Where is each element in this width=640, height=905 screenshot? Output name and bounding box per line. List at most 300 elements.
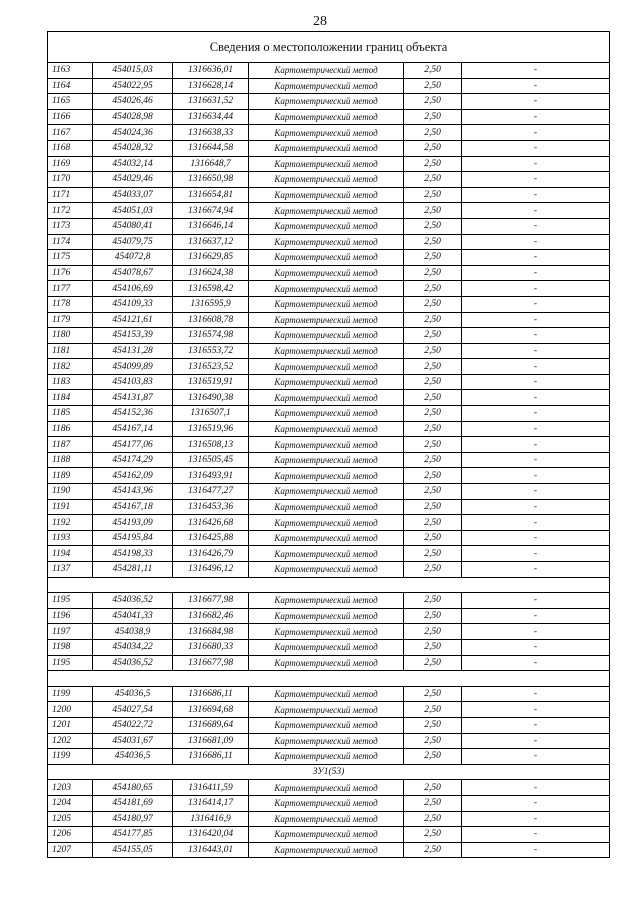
x-coordinate-cell: 454026,46 (93, 94, 173, 110)
method-cell: Картометрический метод (249, 562, 404, 578)
point-number-cell: 1199 (48, 749, 93, 765)
method-cell: Картометрический метод (249, 733, 404, 749)
x-coordinate-cell: 454143,96 (93, 484, 173, 500)
description-cell: - (462, 717, 610, 733)
point-number-cell: 1186 (48, 421, 93, 437)
y-coordinate-cell: 1316636,01 (173, 63, 249, 79)
y-coordinate-cell: 1316694,68 (173, 702, 249, 718)
method-cell: Картометрический метод (249, 593, 404, 609)
description-cell: - (462, 733, 610, 749)
precision-cell: 2,50 (404, 515, 462, 531)
description-cell: - (462, 390, 610, 406)
y-coordinate-cell: 1316453,36 (173, 499, 249, 515)
method-cell: Картометрический метод (249, 359, 404, 375)
description-cell: - (462, 125, 610, 141)
y-coordinate-cell: 1316416,9 (173, 811, 249, 827)
x-coordinate-cell: 454051,03 (93, 203, 173, 219)
x-coordinate-cell: 454036,5 (93, 686, 173, 702)
description-cell: - (462, 624, 610, 640)
table-row (48, 484, 610, 500)
point-number-cell: 1175 (48, 250, 93, 266)
x-coordinate-cell: 454027,54 (93, 702, 173, 718)
method-cell: Картометрический метод (249, 530, 404, 546)
point-number-cell: 1195 (48, 655, 93, 671)
x-coordinate-cell: 454028,98 (93, 109, 173, 125)
precision-cell: 2,50 (404, 125, 462, 141)
y-coordinate-cell: 1316426,79 (173, 546, 249, 562)
point-number-cell: 1169 (48, 156, 93, 172)
table-row (48, 468, 610, 484)
description-cell: - (462, 593, 610, 609)
description-cell: - (462, 530, 610, 546)
table-row (48, 390, 610, 406)
table-row (48, 125, 610, 141)
table-row (48, 78, 610, 94)
precision-cell: 2,50 (404, 187, 462, 203)
precision-cell: 2,50 (404, 702, 462, 718)
method-cell: Картометрический метод (249, 795, 404, 811)
method-cell: Картометрический метод (249, 78, 404, 94)
description-cell: - (462, 234, 610, 250)
description-cell: - (462, 250, 610, 266)
coordinates-sheet (47, 31, 609, 858)
table-row (48, 608, 610, 624)
description-cell: - (462, 296, 610, 312)
description-cell: - (462, 562, 610, 578)
method-cell: Картометрический метод (249, 749, 404, 765)
precision-cell: 2,50 (404, 686, 462, 702)
point-number-cell: 1204 (48, 795, 93, 811)
x-coordinate-cell: 454034,22 (93, 639, 173, 655)
x-coordinate-cell: 454162,09 (93, 468, 173, 484)
point-number-cell: 1179 (48, 312, 93, 328)
description-cell: - (462, 218, 610, 234)
point-number-cell: 1190 (48, 484, 93, 500)
x-coordinate-cell: 454028,32 (93, 140, 173, 156)
table-row (48, 702, 610, 718)
x-coordinate-cell: 454038,9 (93, 624, 173, 640)
precision-cell: 2,50 (404, 406, 462, 422)
y-coordinate-cell: 1316677,98 (173, 655, 249, 671)
x-coordinate-cell: 454177,85 (93, 827, 173, 843)
precision-cell: 2,50 (404, 639, 462, 655)
method-cell: Картометрический метод (249, 624, 404, 640)
table-row (48, 172, 610, 188)
description-cell: - (462, 842, 610, 858)
precision-cell: 2,50 (404, 795, 462, 811)
x-coordinate-cell: 454103,83 (93, 374, 173, 390)
x-coordinate-cell: 454153,39 (93, 328, 173, 344)
precision-cell: 2,50 (404, 156, 462, 172)
precision-cell: 2,50 (404, 749, 462, 765)
point-number-cell: 1183 (48, 374, 93, 390)
y-coordinate-cell: 1316496,12 (173, 562, 249, 578)
y-coordinate-cell: 1316648,7 (173, 156, 249, 172)
table-row (48, 546, 610, 562)
method-cell: Картометрический метод (249, 717, 404, 733)
description-cell: - (462, 63, 610, 79)
x-coordinate-cell: 454195,84 (93, 530, 173, 546)
description-cell: - (462, 281, 610, 297)
description-cell: - (462, 515, 610, 531)
precision-cell: 2,50 (404, 733, 462, 749)
method-cell: Картометрический метод (249, 234, 404, 250)
method-cell: Картометрический метод (249, 312, 404, 328)
precision-cell: 2,50 (404, 546, 462, 562)
precision-cell: 2,50 (404, 484, 462, 500)
table-row (48, 406, 610, 422)
point-number-cell: 1197 (48, 624, 93, 640)
y-coordinate-cell: 1316574,98 (173, 328, 249, 344)
method-cell: Картометрический метод (249, 140, 404, 156)
x-coordinate-cell: 454109,33 (93, 296, 173, 312)
x-coordinate-cell: 454080,41 (93, 218, 173, 234)
x-coordinate-cell: 454041,33 (93, 608, 173, 624)
point-number-cell: 1168 (48, 140, 93, 156)
precision-cell: 2,50 (404, 499, 462, 515)
method-cell: Картометрический метод (249, 452, 404, 468)
precision-cell: 2,50 (404, 78, 462, 94)
y-coordinate-cell: 1316508,13 (173, 437, 249, 453)
x-coordinate-cell: 454131,87 (93, 390, 173, 406)
point-number-cell: 1201 (48, 717, 93, 733)
precision-cell: 2,50 (404, 296, 462, 312)
method-cell: Картометрический метод (249, 546, 404, 562)
point-number-cell: 1170 (48, 172, 93, 188)
precision-cell: 2,50 (404, 374, 462, 390)
x-coordinate-cell: 454079,75 (93, 234, 173, 250)
precision-cell: 2,50 (404, 780, 462, 796)
table-row (48, 437, 610, 453)
point-number-cell: 1137 (48, 562, 93, 578)
precision-cell: 2,50 (404, 593, 462, 609)
x-coordinate-cell: 454032,14 (93, 156, 173, 172)
y-coordinate-cell: 1316420,04 (173, 827, 249, 843)
y-coordinate-cell: 1316414,17 (173, 795, 249, 811)
table-row (48, 140, 610, 156)
block-separator (48, 577, 610, 593)
table-row (48, 827, 610, 843)
y-coordinate-cell: 1316637,12 (173, 234, 249, 250)
x-coordinate-cell: 454121,61 (93, 312, 173, 328)
precision-cell: 2,50 (404, 94, 462, 110)
table-row (48, 452, 610, 468)
method-cell: Картометрический метод (249, 437, 404, 453)
method-cell: Картометрический метод (249, 468, 404, 484)
x-coordinate-cell: 454024,36 (93, 125, 173, 141)
precision-cell: 2,50 (404, 421, 462, 437)
precision-cell: 2,50 (404, 250, 462, 266)
x-coordinate-cell: 454198,33 (93, 546, 173, 562)
section-header-row (48, 764, 610, 780)
method-cell: Картометрический метод (249, 281, 404, 297)
description-cell: - (462, 406, 610, 422)
table-row (48, 795, 610, 811)
y-coordinate-cell: 1316507,1 (173, 406, 249, 422)
y-coordinate-cell: 1316523,52 (173, 359, 249, 375)
table-title-row (48, 32, 610, 63)
table-row (48, 639, 610, 655)
precision-cell: 2,50 (404, 359, 462, 375)
y-coordinate-cell: 1316650,98 (173, 172, 249, 188)
precision-cell: 2,50 (404, 717, 462, 733)
point-number-cell: 1198 (48, 639, 93, 655)
table-row (48, 156, 610, 172)
x-coordinate-cell: 454180,65 (93, 780, 173, 796)
method-cell: Картометрический метод (249, 218, 404, 234)
table-row (48, 686, 610, 702)
point-number-cell: 1181 (48, 343, 93, 359)
description-cell: - (462, 811, 610, 827)
x-coordinate-cell: 454029,46 (93, 172, 173, 188)
x-coordinate-cell: 454181,69 (93, 795, 173, 811)
boundary-coordinates-table (47, 31, 610, 858)
method-cell: Картометрический метод (249, 484, 404, 500)
precision-cell: 2,50 (404, 109, 462, 125)
method-cell: Картометрический метод (249, 421, 404, 437)
table-row (48, 842, 610, 858)
table-row (48, 63, 610, 79)
method-cell: Картометрический метод (249, 63, 404, 79)
description-cell: - (462, 265, 610, 281)
table-row (48, 187, 610, 203)
x-coordinate-cell: 454174,29 (93, 452, 173, 468)
method-cell: Картометрический метод (249, 156, 404, 172)
point-number-cell: 1189 (48, 468, 93, 484)
description-cell: - (462, 172, 610, 188)
y-coordinate-cell: 1316689,64 (173, 717, 249, 733)
x-coordinate-cell: 454033,07 (93, 187, 173, 203)
description-cell: - (462, 343, 610, 359)
precision-cell: 2,50 (404, 811, 462, 827)
table-row (48, 343, 610, 359)
point-number-cell: 1203 (48, 780, 93, 796)
method-cell: Картометрический метод (249, 374, 404, 390)
y-coordinate-cell: 1316677,98 (173, 593, 249, 609)
y-coordinate-cell: 1316684,98 (173, 624, 249, 640)
table-title: Сведения о местоположении границ объекта (48, 32, 610, 63)
precision-cell: 2,50 (404, 234, 462, 250)
point-number-cell: 1195 (48, 593, 93, 609)
x-coordinate-cell: 454281,11 (93, 562, 173, 578)
y-coordinate-cell: 1316493,91 (173, 468, 249, 484)
description-cell: - (462, 484, 610, 500)
method-cell: Картометрический метод (249, 250, 404, 266)
point-number-cell: 1173 (48, 218, 93, 234)
method-cell: Картометрический метод (249, 109, 404, 125)
method-cell: Картометрический метод (249, 125, 404, 141)
y-coordinate-cell: 1316490,38 (173, 390, 249, 406)
y-coordinate-cell: 1316426,68 (173, 515, 249, 531)
precision-cell: 2,50 (404, 827, 462, 843)
y-coordinate-cell: 1316631,52 (173, 94, 249, 110)
y-coordinate-cell: 1316598,42 (173, 281, 249, 297)
table-row (48, 733, 610, 749)
table-row (48, 94, 610, 110)
x-coordinate-cell: 454106,69 (93, 281, 173, 297)
x-coordinate-cell: 454152,36 (93, 406, 173, 422)
y-coordinate-cell: 1316411,59 (173, 780, 249, 796)
x-coordinate-cell: 454036,52 (93, 655, 173, 671)
precision-cell: 2,50 (404, 312, 462, 328)
x-coordinate-cell: 454036,52 (93, 593, 173, 609)
description-cell: - (462, 468, 610, 484)
point-number-cell: 1188 (48, 452, 93, 468)
y-coordinate-cell: 1316629,85 (173, 250, 249, 266)
point-number-cell: 1202 (48, 733, 93, 749)
description-cell: - (462, 546, 610, 562)
point-number-cell: 1185 (48, 406, 93, 422)
method-cell: Картометрический метод (249, 172, 404, 188)
description-cell: - (462, 312, 610, 328)
x-coordinate-cell: 454022,95 (93, 78, 173, 94)
precision-cell: 2,50 (404, 218, 462, 234)
precision-cell: 2,50 (404, 203, 462, 219)
description-cell: - (462, 437, 610, 453)
x-coordinate-cell: 454072,8 (93, 250, 173, 266)
x-coordinate-cell: 454015,03 (93, 63, 173, 79)
point-number-cell: 1166 (48, 109, 93, 125)
table-row (48, 234, 610, 250)
method-cell: Картометрический метод (249, 639, 404, 655)
x-coordinate-cell: 454022,72 (93, 717, 173, 733)
table-row (48, 281, 610, 297)
point-number-cell: 1174 (48, 234, 93, 250)
method-cell: Картометрический метод (249, 390, 404, 406)
description-cell: - (462, 655, 610, 671)
table-row (48, 296, 610, 312)
y-coordinate-cell: 1316477,27 (173, 484, 249, 500)
x-coordinate-cell: 454031,67 (93, 733, 173, 749)
point-number-cell: 1192 (48, 515, 93, 531)
y-coordinate-cell: 1316425,88 (173, 530, 249, 546)
point-number-cell: 1165 (48, 94, 93, 110)
point-number-cell: 1205 (48, 811, 93, 827)
table-row (48, 265, 610, 281)
point-number-cell: 1199 (48, 686, 93, 702)
precision-cell: 2,50 (404, 608, 462, 624)
block-separator (48, 671, 610, 687)
y-coordinate-cell: 1316519,91 (173, 374, 249, 390)
method-cell: Картометрический метод (249, 203, 404, 219)
description-cell: - (462, 328, 610, 344)
point-number-cell: 1180 (48, 328, 93, 344)
description-cell: - (462, 639, 610, 655)
table-row (48, 593, 610, 609)
y-coordinate-cell: 1316644,58 (173, 140, 249, 156)
precision-cell: 2,50 (404, 437, 462, 453)
x-coordinate-cell: 454180,97 (93, 811, 173, 827)
description-cell: - (462, 452, 610, 468)
point-number-cell: 1206 (48, 827, 93, 843)
table-row (48, 655, 610, 671)
method-cell: Картометрический метод (249, 499, 404, 515)
description-cell: - (462, 187, 610, 203)
method-cell: Картометрический метод (249, 265, 404, 281)
point-number-cell: 1182 (48, 359, 93, 375)
description-cell: - (462, 203, 610, 219)
method-cell: Картометрический метод (249, 842, 404, 858)
description-cell: - (462, 795, 610, 811)
y-coordinate-cell: 1316674,94 (173, 203, 249, 219)
table-row (48, 312, 610, 328)
table-row (48, 109, 610, 125)
y-coordinate-cell: 1316553,72 (173, 343, 249, 359)
method-cell: Картометрический метод (249, 343, 404, 359)
description-cell: - (462, 109, 610, 125)
description-cell: - (462, 78, 610, 94)
y-coordinate-cell: 1316628,14 (173, 78, 249, 94)
point-number-cell: 1172 (48, 203, 93, 219)
x-coordinate-cell: 454036,5 (93, 749, 173, 765)
method-cell: Картометрический метод (249, 686, 404, 702)
description-cell: - (462, 608, 610, 624)
method-cell: Картометрический метод (249, 827, 404, 843)
description-cell: - (462, 780, 610, 796)
description-cell: - (462, 827, 610, 843)
y-coordinate-cell: 1316646,14 (173, 218, 249, 234)
point-number-cell: 1200 (48, 702, 93, 718)
table-row (48, 203, 610, 219)
table-row (48, 250, 610, 266)
description-cell: - (462, 374, 610, 390)
point-number-cell: 1167 (48, 125, 93, 141)
point-number-cell: 1178 (48, 296, 93, 312)
precision-cell: 2,50 (404, 624, 462, 640)
y-coordinate-cell: 1316624,38 (173, 265, 249, 281)
table-row (48, 717, 610, 733)
method-cell: Картометрический метод (249, 655, 404, 671)
precision-cell: 2,50 (404, 172, 462, 188)
table-row (48, 562, 610, 578)
y-coordinate-cell: 1316519,96 (173, 421, 249, 437)
x-coordinate-cell: 454193,09 (93, 515, 173, 531)
x-coordinate-cell: 454131,28 (93, 343, 173, 359)
point-number-cell: 1191 (48, 499, 93, 515)
method-cell: Картометрический метод (249, 406, 404, 422)
method-cell: Картометрический метод (249, 608, 404, 624)
method-cell: Картометрический метод (249, 187, 404, 203)
y-coordinate-cell: 1316634,44 (173, 109, 249, 125)
precision-cell: 2,50 (404, 390, 462, 406)
point-number-cell: 1187 (48, 437, 93, 453)
section-label: ЗУ1(53) (48, 764, 610, 780)
table-row (48, 328, 610, 344)
table-row (48, 624, 610, 640)
method-cell: Картометрический метод (249, 328, 404, 344)
precision-cell: 2,50 (404, 63, 462, 79)
point-number-cell: 1184 (48, 390, 93, 406)
description-cell: - (462, 94, 610, 110)
method-cell: Картометрический метод (249, 94, 404, 110)
method-cell: Картометрический метод (249, 515, 404, 531)
y-coordinate-cell: 1316681,09 (173, 733, 249, 749)
method-cell: Картометрический метод (249, 702, 404, 718)
y-coordinate-cell: 1316680,33 (173, 639, 249, 655)
method-cell: Картометрический метод (249, 296, 404, 312)
description-cell: - (462, 156, 610, 172)
description-cell: - (462, 140, 610, 156)
x-coordinate-cell: 454167,18 (93, 499, 173, 515)
precision-cell: 2,50 (404, 265, 462, 281)
block-separator-row (48, 577, 610, 593)
point-number-cell: 1193 (48, 530, 93, 546)
table-row (48, 749, 610, 765)
method-cell: Картометрический метод (249, 780, 404, 796)
description-cell: - (462, 686, 610, 702)
precision-cell: 2,50 (404, 530, 462, 546)
precision-cell: 2,50 (404, 281, 462, 297)
